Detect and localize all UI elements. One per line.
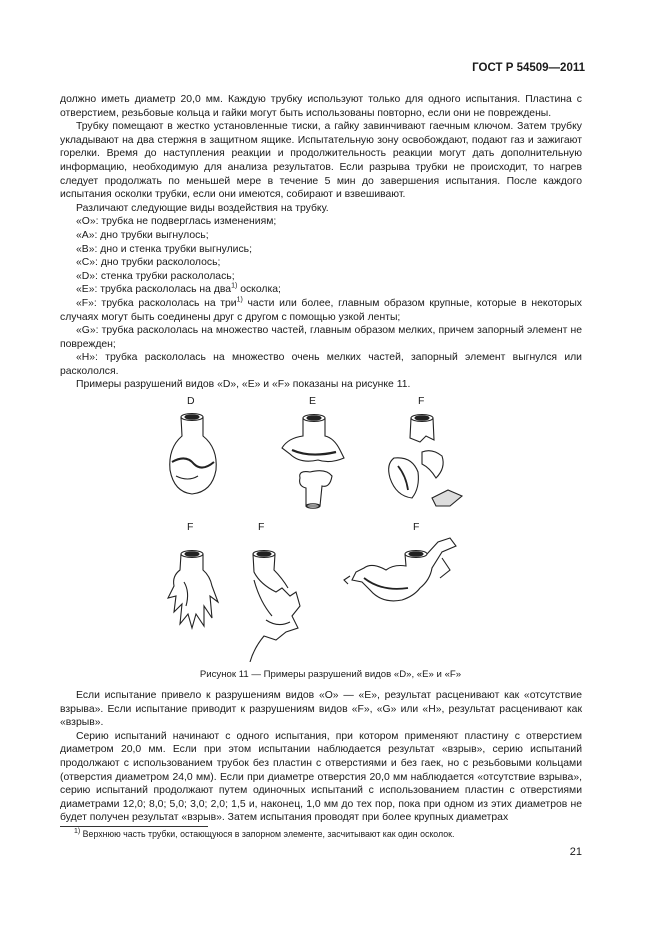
list-item: «Е»: трубка раскололась на два$^{1)}$ осколка; bbox=[76, 282, 281, 296]
tube-fragment-f bbox=[250, 551, 300, 663]
paragraph: должно иметь диаметр 20,0 мм. Каждую трубку используют только для одного испытания. Пластина с отверстием, резьбовые кольца и гайки могут быть использованы повторно, если они не повреждены. bbox=[60, 94, 582, 119]
paragraph: Если испытание привело к разрушениям видов «О» — «Е», результат расценивают как «отсутствие взрыва». Если испытание приводит к разрушениям видов «F», «G» или «Н», результат расценивают как «взрыв». bbox=[60, 690, 582, 729]
list-item: «А»: дно трубки выгнулось; bbox=[76, 229, 209, 241]
body-text-top bbox=[60, 93, 582, 392]
figure-label-f: F bbox=[258, 521, 265, 533]
list-item: «G»: трубка раскололась на множество частей, главным образом мелких, причем запорный элемент не поврежден; bbox=[60, 325, 582, 350]
list-item: «Н»: трубка раскололась на множество очень мелких частей, запорный элемент выгнулся или раскололся. bbox=[60, 352, 582, 377]
figure-label-f: F bbox=[413, 521, 420, 533]
list-item: «В»: дно и стенка трубки выгнулись; bbox=[76, 243, 252, 255]
list-item: «С»: дно трубки раскололось; bbox=[76, 257, 221, 269]
tube-fragment-f bbox=[344, 538, 456, 601]
footnote-ref: 1) bbox=[236, 296, 243, 304]
figure-11 bbox=[150, 392, 490, 662]
footnote-mark: 1) bbox=[74, 828, 81, 836]
tube-fragment-f bbox=[389, 415, 462, 507]
paragraph: Трубку помещают в жестко установленные тиски, а гайку завинчивают гаечным ключом. Затем трубку укладывают на два стержня в защитном ящике. Испытательную зону освобождают, подают газ и зажигают горелки. Время до наступления реакции и продолжительность реакции могут дать дополнительную информацию, необходимую для анализа результатов. Если разрыва трубки не происходит, то нагрев следует продолжать по меньшей мере в течение 5 мин до завершения испытания. После каждого испытания осколки трубки, если они имеются, собирают и взвешивают. bbox=[60, 121, 582, 201]
fragment-drawings bbox=[150, 392, 490, 662]
tube-fragment-e bbox=[282, 415, 344, 509]
list-item: «О»: трубка не подверглась изменениям; bbox=[76, 216, 277, 228]
figure-label-f: F bbox=[418, 395, 425, 407]
list-item: «F»: трубка раскололась на три$^{1)}$ части или более, главным образом крупные, которые в некоторых случаях могут быть соединены друг с другом с помощью узкой ленты; bbox=[60, 296, 582, 323]
body-text-bottom bbox=[60, 689, 582, 825]
tube-fragment-d bbox=[170, 414, 216, 495]
figure-label-e: E bbox=[309, 395, 317, 407]
tube-fragment-f bbox=[168, 551, 218, 629]
paragraph: Серию испытаний начинают с одного испытания, при котором применяют пластину с отверстием диаметром 20,0 мм. Если при этом испытании наблюдается результат «взрыв», серию испытаний продолжают с использованием трубок без пластин с отверстиями и без гаек, но с резьбовыми кольцами (отверстия диаметром 24,0 мм). Если при диаметре отверстия 20,0 мм наблюдается «отсутствие взрыва», серию испытаний продолжают путем одиночных испытаний с использованием пластин с отверстиями диаметрами 12,0; 8,0; 5,0; 3,0; 2,0; 1,5 и, наконец, 1,0 мм до тех пор, пока при одном из этих диаметров не будет получен результат «взрыв». Затем испытания проводят при более крупных диаметрах bbox=[60, 730, 582, 824]
figure-label-f: F bbox=[187, 521, 194, 533]
figure-label-d: D bbox=[187, 395, 195, 407]
footnote-divider bbox=[60, 826, 208, 827]
footnote: $^{1)}$ Верхнюю часть трубки, остающуюся в запорном элементе, засчитывают как один осколок. bbox=[74, 828, 455, 839]
page-number: 21 bbox=[569, 846, 582, 858]
footnote-ref: 1) bbox=[231, 282, 238, 290]
figure-caption: Рисунок 11 — Примеры разрушений видов «D», «Е» и «F» bbox=[199, 669, 462, 680]
list-item: «D»: стенка трубки раскололась; bbox=[76, 270, 235, 282]
document-header: ГОСТ Р 54509—2011 bbox=[472, 62, 585, 74]
paragraph: Различают следующие виды воздействия на трубку. bbox=[76, 202, 329, 214]
paragraph: Примеры разрушений видов «D», «Е» и «F» показаны на рисунке 11. bbox=[76, 379, 411, 391]
